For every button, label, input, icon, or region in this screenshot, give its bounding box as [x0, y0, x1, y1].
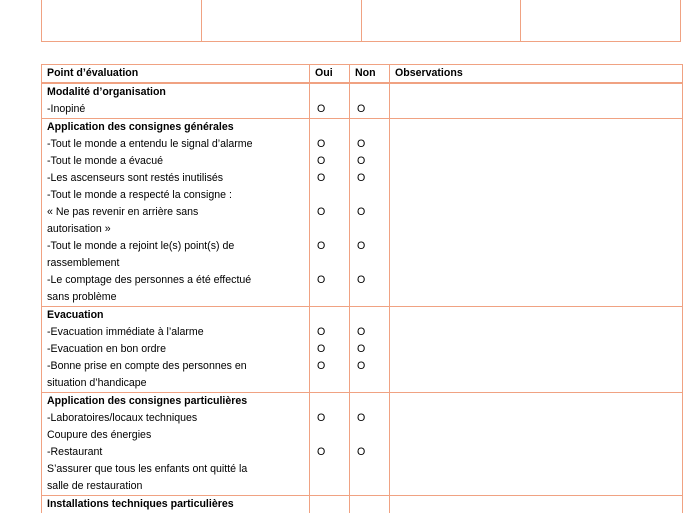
item-text: -Evacuation immédiate à l’alarme	[47, 326, 204, 338]
header-cell	[201, 0, 361, 42]
header-info-table	[41, 0, 681, 42]
item-text: situation d’handicape	[47, 377, 147, 389]
item-text: « Ne pas revenir en arrière sans	[47, 206, 199, 218]
evaluation-table	[41, 64, 683, 513]
item-text: -Laboratoires/locaux techniques	[47, 412, 198, 424]
item-text: -Tout le monde a évacué	[47, 155, 164, 167]
item-text: -Les ascenseurs sont restés inutilisés	[47, 172, 224, 184]
item-text: -Inopiné	[47, 103, 86, 115]
section-cell	[42, 119, 310, 307]
oui-checkbox[interactable]: O	[317, 326, 326, 338]
non-checkbox[interactable]: O	[357, 206, 366, 218]
section-cell	[42, 393, 310, 496]
header-cell	[521, 0, 681, 42]
oui-cell	[310, 496, 350, 514]
section-title: Application des consignes particulières	[47, 395, 248, 407]
item-text: -Tout le monde a entendu le signal d’alarme	[47, 138, 253, 150]
section-installations-techniques	[42, 496, 683, 514]
non-checkbox[interactable]: O	[357, 274, 366, 286]
item-text: -Restaurant	[47, 446, 103, 458]
oui-checkbox[interactable]: O	[317, 360, 326, 372]
item-text: -Tout le monde a rejoint le(s) point(s) de	[47, 240, 235, 252]
observations-cell[interactable]	[390, 393, 683, 496]
section-organisation	[42, 83, 683, 119]
oui-checkbox[interactable]: O	[317, 172, 326, 184]
oui-checkbox[interactable]: O	[317, 343, 326, 355]
section-title: Evacuation	[47, 309, 104, 321]
non-checkbox[interactable]: O	[357, 360, 366, 372]
section-cell	[42, 307, 310, 393]
non-checkbox[interactable]: O	[357, 240, 366, 252]
column-header-observations: Observations	[390, 65, 683, 84]
non-cell	[350, 393, 390, 496]
column-header-oui: Oui	[310, 65, 350, 84]
header-cell	[361, 0, 521, 42]
item-text: -Evacuation en bon ordre	[47, 343, 166, 355]
section-title: Application des consignes générales	[47, 121, 234, 133]
table-header-row	[42, 65, 683, 84]
oui-cell	[310, 83, 350, 119]
section-title: Installations techniques particulières	[47, 498, 234, 510]
item-text: rassemblement	[47, 257, 120, 269]
item-text: autorisation »	[47, 223, 111, 235]
non-cell	[350, 307, 390, 393]
oui-checkbox[interactable]: O	[317, 412, 326, 424]
item-text: sans problème	[47, 291, 117, 303]
non-cell	[350, 496, 390, 514]
item-text: -Tout le monde a respecté la consigne :	[47, 189, 232, 201]
non-checkbox[interactable]: O	[357, 103, 366, 115]
column-header-non: Non	[350, 65, 390, 84]
non-checkbox[interactable]: O	[357, 343, 366, 355]
oui-checkbox[interactable]: O	[317, 138, 326, 150]
non-checkbox[interactable]: O	[357, 446, 366, 458]
non-checkbox[interactable]: O	[357, 155, 366, 167]
non-checkbox[interactable]: O	[357, 138, 366, 150]
section-consignes-particulieres	[42, 393, 683, 496]
non-cell	[350, 83, 390, 119]
non-checkbox[interactable]: O	[357, 326, 366, 338]
column-header-point: Point d’évaluation	[42, 65, 310, 84]
header-cell	[42, 0, 202, 42]
item-text: salle de restauration	[47, 480, 143, 492]
oui-checkbox[interactable]: O	[317, 240, 326, 252]
observations-cell[interactable]	[390, 119, 683, 307]
non-checkbox[interactable]: O	[357, 172, 366, 184]
oui-cell	[310, 119, 350, 307]
non-cell	[350, 119, 390, 307]
oui-cell	[310, 393, 350, 496]
section-title: Modalité d’organisation	[47, 86, 166, 98]
section-cell	[42, 496, 310, 514]
item-text: -Bonne prise en compte des personnes en	[47, 360, 247, 372]
observations-cell[interactable]	[390, 83, 683, 119]
section-consignes-generales	[42, 119, 683, 307]
item-text: S’assurer que tous les enfants ont quitté la	[47, 463, 248, 475]
observations-cell[interactable]	[390, 307, 683, 393]
item-text: -Le comptage des personnes a été effectué	[47, 274, 252, 286]
oui-checkbox[interactable]: O	[317, 206, 326, 218]
non-checkbox[interactable]: O	[357, 412, 366, 424]
oui-cell	[310, 307, 350, 393]
oui-checkbox[interactable]: O	[317, 446, 326, 458]
section-cell	[42, 83, 310, 119]
observations-cell[interactable]	[390, 496, 683, 514]
oui-checkbox[interactable]: O	[317, 274, 326, 286]
item-text: Coupure des énergies	[47, 429, 152, 441]
section-evacuation	[42, 307, 683, 393]
oui-checkbox[interactable]: O	[317, 103, 326, 115]
oui-checkbox[interactable]: O	[317, 155, 326, 167]
